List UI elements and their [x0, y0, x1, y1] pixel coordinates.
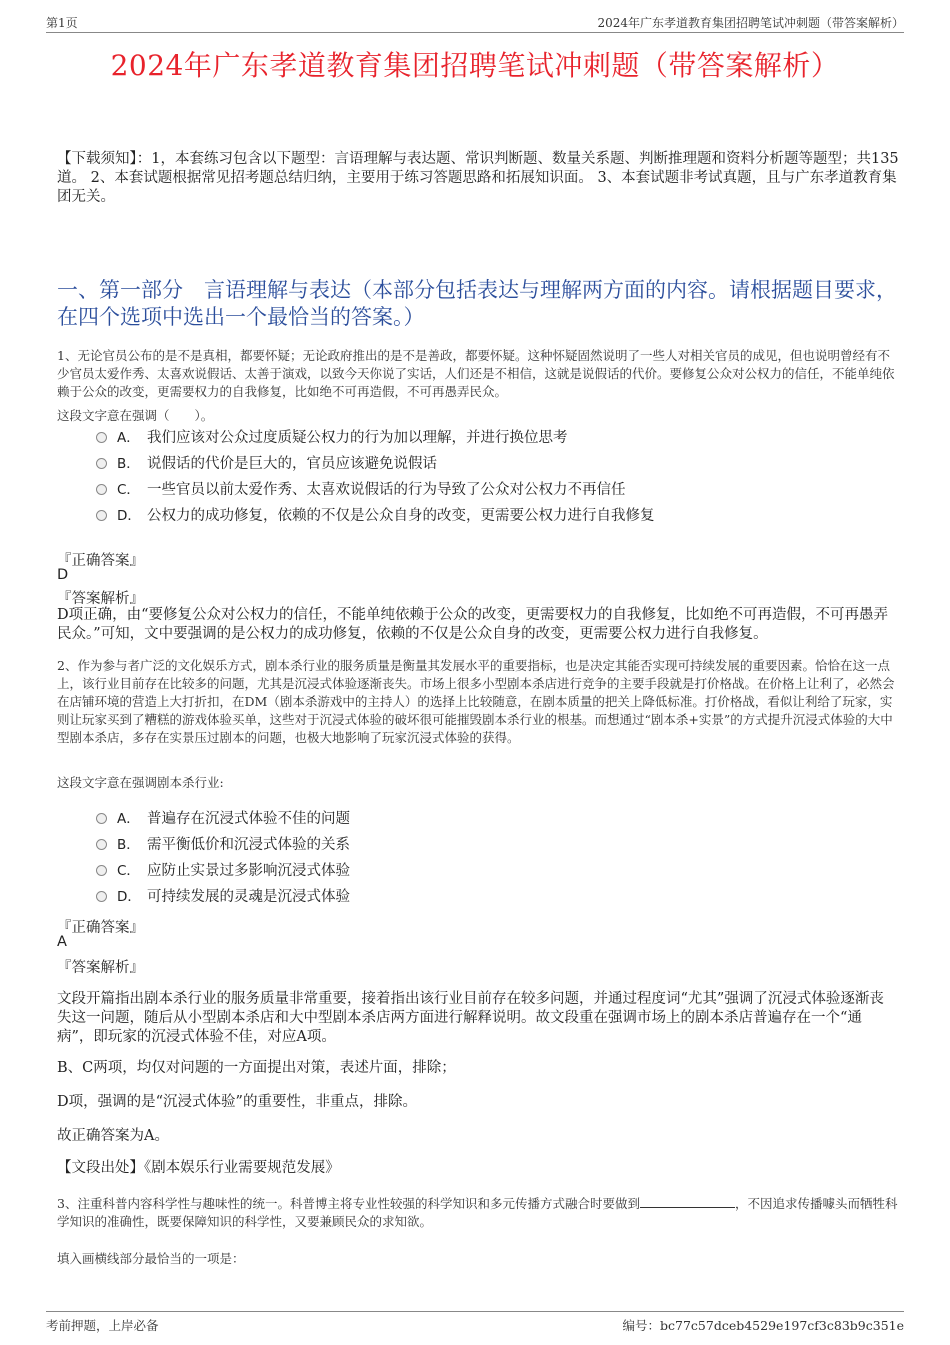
radio-icon[interactable] — [96, 510, 107, 521]
question-1-option-c[interactable]: C． 一些官员以前太爱作秀、太喜欢说假话的行为导致了公众对公权力不再信任 — [96, 480, 626, 500]
question-1-option-b[interactable]: B． 说假话的代价是巨大的，官员应该避免说假话 — [96, 454, 437, 474]
question-1-option-a[interactable]: A． 我们应该对公众过度质疑公权力的行为加以理解，并进行换位思考 — [96, 428, 568, 448]
question-1-prompt: 这段文字意在强调（ ）。 — [57, 408, 214, 423]
question-2-analysis-p4: 故正确答案为A。 — [57, 1128, 169, 1144]
question-2-analysis-p3: D项，强调的是“沉浸式体验”的重要性，非重点，排除。 — [57, 1094, 417, 1110]
question-2-source: 【文段出处】《剧本娱乐行业需要规范发展》 — [57, 1160, 340, 1176]
page-footer — [46, 1311, 904, 1334]
header-doc-title: 2024年广东孝道教育集团招聘笔试冲刺题（带答案解析） — [597, 16, 904, 30]
question-2-analysis-p1: 文段开篇指出剧本杀行业的服务质量非常重要，接着指出该行业目前存在较多问题，并通过程度词“尤其”强调了沉浸式体验逐渐丧失这一问题，随后从小型剧本杀店和大中型剧本杀店两方面进行解释说明。故文段重在强调市场上的剧本杀店普遍存在一个“通病”，即玩家的沉浸式体验不佳，对应A项。 — [57, 991, 884, 1045]
question-2-answer: A — [57, 934, 67, 950]
answer-label: 『正确答案』 — [57, 553, 144, 569]
radio-icon[interactable] — [96, 813, 107, 824]
radio-icon[interactable] — [96, 891, 107, 902]
question-2-analysis-p2: B、C两项，均仅对问题的一方面提出对策，表述片面，排除； — [57, 1060, 456, 1076]
footer-doc-id: 编号：bc77c57dceb4529e197cf3c83b9c351e — [622, 1318, 904, 1333]
question-3-prompt: 填入画横线部分最恰当的一项是： — [57, 1251, 245, 1266]
answer-label: 『正确答案』 — [57, 920, 144, 936]
radio-icon[interactable] — [96, 458, 107, 469]
question-2-option-d[interactable]: D． 可持续发展的灵魂是沉浸式体验 — [96, 887, 350, 907]
page-header — [46, 12, 904, 33]
fill-in-blank — [640, 1195, 735, 1208]
analysis-label: 『答案解析』 — [57, 591, 144, 607]
question-2-option-b[interactable]: B． 需平衡低价和沉浸式体验的关系 — [96, 835, 350, 855]
radio-icon[interactable] — [96, 865, 107, 876]
question-1-option-d[interactable]: D． 公权力的成功修复，依赖的不仅是公众自身的改变，更需要公权力进行自我修复 — [96, 506, 655, 526]
question-2-option-a[interactable]: A． 普遍存在沉浸式体验不佳的问题 — [96, 809, 350, 829]
section-heading: 一、第一部分 言语理解与表达（本部分包括表达与理解两方面的内容。请根据题目要求，在四个选项中选出一个最恰当的答案。） — [57, 278, 897, 329]
question-3-text: 3、注重科普内容科学性与趣味性的统一。科普博主将专业性较强的科学知识和多元传播方式融合时要做到 ，不因追求传播噱头而牺牲科学知识的准确性，既要保障知识的科学性，又要兼顾民众的求知欲。 — [57, 1196, 898, 1229]
page-number: 第1页 — [46, 16, 78, 30]
question-2-option-c[interactable]: C． 应防止实景过多影响沉浸式体验 — [96, 861, 350, 881]
page-title: 2024年广东孝道教育集团招聘笔试冲刺题（带答案解析） — [110, 49, 840, 82]
download-notice: 【下载须知】：1，本套练习包含以下题型：言语理解与表达题、常识判断题、数量关系题、判断推理题和资料分析题等题型；共135道。 2、本套试题根据常见招考题总结归纳，主要用于练习答题思路和拓展知识面。 3、本套试题非考试真题，且与广东孝道教育集团无关。 — [57, 151, 899, 205]
radio-icon[interactable] — [96, 432, 107, 443]
footer-slogan: 考前押题，上岸必备 — [46, 1318, 159, 1333]
question-1-analysis: D项正确，由“要修复公众对公权力的信任，不能单纯依赖于公众的改变，更需要权力的自我修复，比如绝不可再造假，不可再愚弄民众。”可知，文中要强调的是公权力的成功修复，依赖的不仅是公众自身的改变，更需要公权力进行自我修复。 — [57, 607, 889, 642]
question-2-prompt: 这段文字意在强调剧本杀行业: — [57, 775, 224, 790]
radio-icon[interactable] — [96, 839, 107, 850]
analysis-label: 『答案解析』 — [57, 960, 144, 976]
question-1-answer: D — [57, 567, 69, 583]
radio-icon[interactable] — [96, 484, 107, 495]
question-2-text: 2、作为参与者广泛的文化娱乐方式，剧本杀行业的服务质量是衡量其发展水平的重要指标，也是决定其能否实现可持续发展的重要因素。恰恰在这一点上，该行业目前存在比较多的问题，尤其是沉浸式体验逐渐丧失。市场上很多小型剧本杀店进行竞争的主要手段就是打价格战。在价格上让利了，必然会在店铺环境的营造上大打折扣，在DM（剧本杀游戏中的主持人）的选择上比较随意，在剧本质量的把关上降低标准。打价格战，看似让利给了玩家，实则让玩家买到了糟糕的游戏体验买单，这些对于沉浸式体验的破坏很可能摧毁剧本杀行业的根基。而想通过“剧本杀+实景”的方式提升沉浸式体验的大中型剧本杀店，多存在实景压过剧本的问题，也极大地影响了玩家沉浸式体验的获得。 — [57, 658, 895, 745]
question-1-text: 1、无论官员公布的是不是真相，都要怀疑；无论政府推出的是不是善政，都要怀疑。这种怀疑固然说明了一些人对相关官员的成见，但也说明曾经有不少官员太爱作秀、太喜欢说假话、太善于演戏，以致今天你说了实话，人们还是不相信，这就是说假话的代价。要修复公众对公权力的信任，不能单纯依赖于公众的改变，更需要权力的自我修复，比如绝不可再造假，不可再愚弄民众。 — [57, 348, 895, 399]
